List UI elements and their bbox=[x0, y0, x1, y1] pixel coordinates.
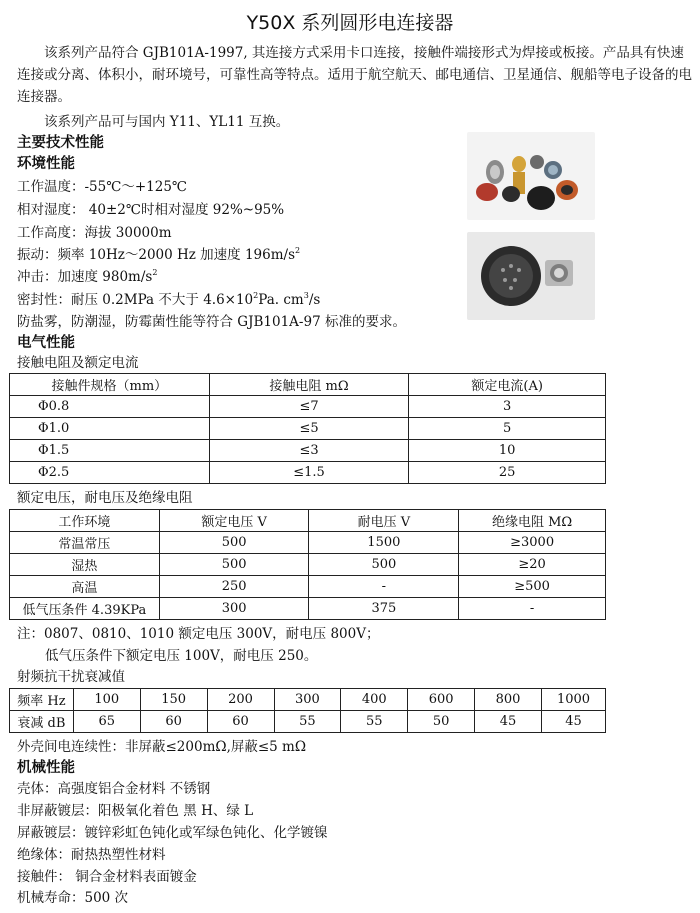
env-vibration-exp: 2 bbox=[295, 246, 301, 255]
table-cell: ≤1.5 bbox=[209, 462, 409, 484]
table-row bbox=[10, 598, 606, 620]
table-cell: - bbox=[459, 598, 606, 620]
table-cell: 3 bbox=[409, 396, 606, 418]
table-cell: Φ1.5 bbox=[10, 440, 210, 462]
table-row bbox=[10, 510, 606, 532]
interchange-note: 该系列产品可与国内 Y11、YL11 互换。 bbox=[44, 114, 290, 130]
env-altitude: 工作高度：海拔 30000m bbox=[17, 225, 172, 241]
env-seal bbox=[17, 290, 320, 310]
table-header: 频率 Hz bbox=[10, 689, 74, 711]
table-cell: 5 bbox=[409, 418, 606, 440]
voltage-note-1: 注：0807、0810、1010 额定电压 300V，耐电压 800V； bbox=[17, 626, 380, 642]
env-shock bbox=[17, 267, 157, 287]
table-cell: 高温 bbox=[10, 576, 160, 598]
env-seal-exp1: 2 bbox=[253, 291, 259, 300]
table-header: 额定电流(A) bbox=[409, 374, 606, 396]
table-cell: 300 bbox=[274, 689, 341, 711]
table-row bbox=[10, 689, 606, 711]
table-cell: 50 bbox=[408, 711, 475, 733]
table-header: 衰减 dB bbox=[10, 711, 74, 733]
contact-table bbox=[9, 373, 606, 484]
mech-insulator: 绝缘体：耐热热塑性材料 bbox=[17, 847, 166, 863]
table-cell: Φ0.8 bbox=[10, 396, 210, 418]
table-cell: 55 bbox=[274, 711, 341, 733]
table-cell: ≤7 bbox=[209, 396, 409, 418]
table-row bbox=[10, 374, 606, 396]
table-header: 绝缘电阻 MΩ bbox=[459, 510, 606, 532]
table-row bbox=[10, 554, 606, 576]
table-cell: 200 bbox=[207, 689, 274, 711]
table-cell: ≥500 bbox=[459, 576, 606, 598]
env-temp: 工作温度：-55℃～+125℃ bbox=[17, 179, 188, 195]
table-cell: 60 bbox=[140, 711, 207, 733]
contact-table-caption: 接触电阻及额定电流 bbox=[17, 355, 139, 371]
table-cell: 375 bbox=[309, 598, 459, 620]
table-cell: 60 bbox=[207, 711, 274, 733]
table-cell: 500 bbox=[159, 532, 309, 554]
mech-life: 机械寿命：500 次 bbox=[17, 890, 129, 906]
env-seal-b: Pa. cm bbox=[258, 292, 304, 308]
shell-continuity: 外壳间电连续性：非屏蔽≤200mΩ,屏蔽≤5 mΩ bbox=[17, 739, 307, 755]
env-humidity: 相对湿度： 40±2℃时相对湿度 92%~95% bbox=[17, 202, 285, 218]
env-vibration-text: 振动：频率 10Hz～2000 Hz 加速度 196m/s bbox=[17, 247, 296, 263]
table-cell: 10 bbox=[409, 440, 606, 462]
table-cell: 300 bbox=[159, 598, 309, 620]
table-header: 工作环境 bbox=[10, 510, 160, 532]
table-cell: Φ1.0 bbox=[10, 418, 210, 440]
table-cell: 常温常压 bbox=[10, 532, 160, 554]
table-cell: 500 bbox=[309, 554, 459, 576]
table-cell: 低气压条件 4.39KPa bbox=[10, 598, 160, 620]
table-cell: - bbox=[309, 576, 459, 598]
table-cell: ≤3 bbox=[209, 440, 409, 462]
table-row bbox=[10, 418, 606, 440]
elec-heading: 电气性能 bbox=[17, 335, 75, 351]
connector-photo-top bbox=[467, 132, 595, 220]
table-cell: 65 bbox=[73, 711, 140, 733]
table-cell: ≥20 bbox=[459, 554, 606, 576]
table-row bbox=[10, 440, 606, 462]
table-header: 额定电压 V bbox=[159, 510, 309, 532]
table-cell: 1500 bbox=[309, 532, 459, 554]
table-cell: 55 bbox=[341, 711, 408, 733]
table-row bbox=[10, 396, 606, 418]
table-cell: 150 bbox=[140, 689, 207, 711]
page-title: Y50X 系列圆形电连接器 bbox=[246, 12, 454, 34]
env-seal-c: /s bbox=[308, 292, 321, 308]
rf-table bbox=[9, 688, 606, 733]
table-cell: Φ2.5 bbox=[10, 462, 210, 484]
env-vibration bbox=[17, 245, 300, 265]
env-seal-a: 密封性：耐压 0.2MPa 不大于 4.6×10 bbox=[17, 292, 254, 308]
table-cell: 500 bbox=[159, 554, 309, 576]
env-shock-text: 冲击：加速度 980m/s bbox=[17, 269, 153, 285]
table-row bbox=[10, 532, 606, 554]
table-cell: 45 bbox=[475, 711, 542, 733]
table-cell: 100 bbox=[73, 689, 140, 711]
mech-heading: 机械性能 bbox=[17, 760, 75, 776]
voltage-table-caption: 额定电压，耐电压及绝缘电阻 bbox=[17, 490, 193, 506]
mech-shielded-plating: 屏蔽镀层：镀锌彩虹色钝化或军绿色钝化、化学镀镍 bbox=[17, 825, 328, 841]
table-cell: ≥3000 bbox=[459, 532, 606, 554]
mech-unshielded-plating: 非屏蔽镀层：阳极氧化着色 黑 H、绿 L bbox=[17, 803, 254, 819]
voltage-table bbox=[9, 509, 606, 620]
table-cell: ≤5 bbox=[209, 418, 409, 440]
env-salt: 防盐雾，防潮湿，防霉菌性能等符合 GJB101A-97 标准的要求。 bbox=[17, 314, 406, 330]
table-row bbox=[10, 576, 606, 598]
table-cell: 400 bbox=[341, 689, 408, 711]
env-shock-exp: 2 bbox=[152, 268, 158, 277]
main-heading: 主要技术性能 bbox=[17, 135, 104, 151]
table-cell: 600 bbox=[408, 689, 475, 711]
table-header: 耐电压 V bbox=[309, 510, 459, 532]
rf-table-caption: 射频抗干扰衰减值 bbox=[17, 669, 125, 685]
mech-shell: 壳体：高强度铝合金材料 不锈钢 bbox=[17, 781, 211, 797]
table-row bbox=[10, 711, 606, 733]
env-seal-exp2: 3 bbox=[303, 291, 309, 300]
voltage-note-2: 低气压条件下额定电压 100V，耐电压 250。 bbox=[45, 648, 318, 664]
table-cell: 1000 bbox=[542, 689, 606, 711]
table-header: 接触件规格（mm） bbox=[10, 374, 210, 396]
table-cell: 800 bbox=[475, 689, 542, 711]
table-cell: 45 bbox=[542, 711, 606, 733]
table-row bbox=[10, 462, 606, 484]
table-header: 接触电阻 mΩ bbox=[209, 374, 409, 396]
intro-paragraph: 该系列产品符合 GJB101A-1997, 其连接方式采用卡口连接，接触件端接形式为焊接或板接。产品具有快速连接或分离、体积小，耐环境号，可靠性高等特点。适用于航空航天、邮电通信、卫星通信、舰船等电子设备的电连接器。 bbox=[17, 45, 692, 105]
env-heading: 环境性能 bbox=[17, 156, 75, 172]
table-cell: 250 bbox=[159, 576, 309, 598]
table-cell: 25 bbox=[409, 462, 606, 484]
connector-photo-bottom bbox=[467, 232, 595, 320]
mech-contact: 接触件： 铜合金材料表面镀金 bbox=[17, 869, 197, 885]
table-cell: 湿热 bbox=[10, 554, 160, 576]
